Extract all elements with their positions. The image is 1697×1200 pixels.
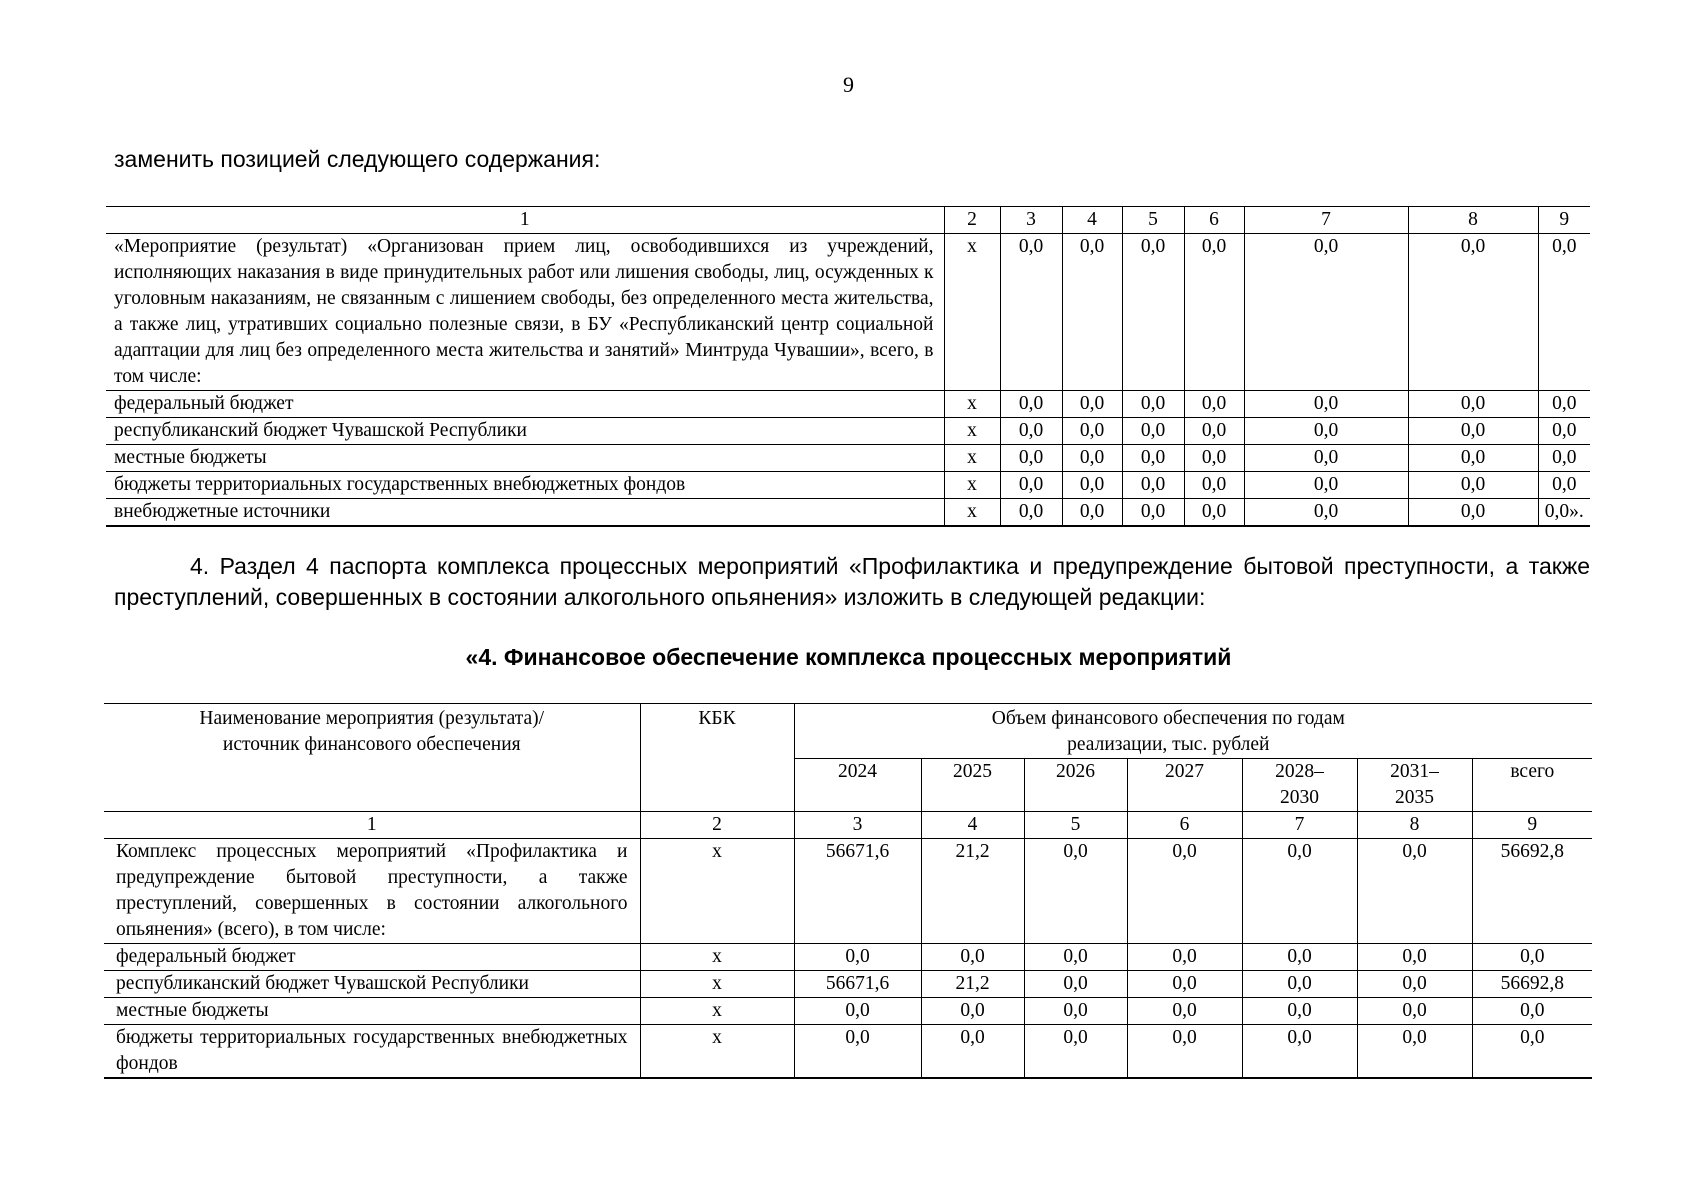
column-number: 6: [1127, 812, 1242, 839]
column-number: 3: [794, 812, 921, 839]
cell-value: 0,0: [1242, 998, 1357, 1025]
row-name: местные бюджеты: [104, 998, 640, 1025]
cell-value: 0,0: [1357, 998, 1472, 1025]
column-number: 4: [1062, 207, 1122, 234]
cell-value: 0,0: [1408, 391, 1538, 418]
table-row: [106, 445, 1590, 472]
table-row: [104, 944, 1592, 971]
cell-value: 0,0: [1184, 234, 1244, 391]
cell-value: х: [640, 1025, 794, 1079]
column-number: 5: [1024, 812, 1127, 839]
cell-value: 0,0: [1184, 391, 1244, 418]
table-row: [106, 472, 1590, 499]
cell-value: 0,0: [1127, 971, 1242, 998]
column-number: 6: [1184, 207, 1244, 234]
cell-value: 0,0: [1062, 499, 1122, 527]
cell-value: 0,0: [1538, 234, 1590, 391]
cell-value: 0,0: [1242, 944, 1357, 971]
cell-value: 0,0: [1242, 971, 1357, 998]
table-row: [106, 499, 1590, 527]
cell-value: 0,0: [921, 998, 1024, 1025]
column-number: 5: [1122, 207, 1184, 234]
cell-value: 0,0: [1357, 1025, 1472, 1079]
row-name: бюджеты территориальных государственных внебюджетных фондов: [106, 472, 944, 499]
column-number: 8: [1357, 812, 1472, 839]
cell-value: 0,0: [1024, 971, 1127, 998]
header-year: 2026: [1024, 759, 1127, 812]
cell-value: 0,0: [1472, 944, 1592, 971]
table-header-row: [104, 704, 1592, 759]
row-name: «Мероприятие (результат) «Организован прием лиц, освободившихся из учреждений, исполняющих наказания в виде принудительных работ или лишения свободы, лиц, осужденных к уголовным наказаниям, не связанным с лишением свободы, без определенного места жительства, а также лиц, утративших социально полезные связи, в БУ «Республиканский центр социальной адаптации для лиц без определенного места жительства и занятий» Минтруда Чувашии», всего, в том числе:: [106, 234, 944, 391]
table-number-row: [104, 812, 1592, 839]
table-row: [104, 998, 1592, 1025]
cell-value: 0,0: [1184, 499, 1244, 527]
cell-value: 0,0: [1024, 1025, 1127, 1079]
column-number: 1: [104, 812, 640, 839]
row-name: местные бюджеты: [106, 445, 944, 472]
cell-value: 0,0: [1538, 445, 1590, 472]
cell-value: 0,0: [1062, 445, 1122, 472]
cell-value: 0,0: [1024, 944, 1127, 971]
cell-value: 0,0: [1000, 499, 1062, 527]
cell-value: 0,0: [1408, 234, 1538, 391]
column-number: 7: [1244, 207, 1408, 234]
header-total: всего: [1472, 759, 1592, 812]
cell-value: 0,0: [1024, 839, 1127, 944]
table-row: [104, 1025, 1592, 1079]
cell-value: 0,0: [1000, 472, 1062, 499]
intro-text: заменить позицией следующего содержания:: [114, 146, 601, 172]
cell-value: 0,0: [1062, 418, 1122, 445]
cell-value: 0,0: [1122, 499, 1184, 527]
column-number: 4: [921, 812, 1024, 839]
cell-value: 0,0: [1062, 234, 1122, 391]
financing-table: [104, 703, 1592, 1079]
cell-value: 0,0: [1244, 499, 1408, 527]
header-kbk: КБК: [640, 704, 794, 812]
cell-value: х: [640, 944, 794, 971]
row-name: бюджеты территориальных государственных внебюджетных фондов: [104, 1025, 640, 1079]
header-year: 2028– 2030: [1242, 759, 1357, 812]
cell-value: х: [944, 472, 1000, 499]
header-year: 2024: [794, 759, 921, 812]
cell-value: 0,0: [1357, 839, 1472, 944]
cell-value: 0,0: [921, 1025, 1024, 1079]
cell-value: 0,0: [794, 944, 921, 971]
table-row: [106, 234, 1590, 391]
cell-value: 0,0: [1000, 234, 1062, 391]
cell-value: 0,0: [1062, 472, 1122, 499]
cell-value: х: [640, 839, 794, 944]
cell-value: 21,2: [921, 971, 1024, 998]
cell-value: 56671,6: [794, 839, 921, 944]
header-year: 2027: [1127, 759, 1242, 812]
cell-value: х: [640, 998, 794, 1025]
cell-value: 0,0: [921, 944, 1024, 971]
cell-value: 0,0: [1244, 391, 1408, 418]
cell-value: 0,0: [1127, 944, 1242, 971]
cell-value: 0,0: [794, 998, 921, 1025]
header-name: Наименование мероприятия (результата)/ источник финансового обеспечения: [104, 704, 640, 812]
cell-value: 0,0: [1357, 971, 1472, 998]
cell-value: 0,0: [1244, 472, 1408, 499]
header-volume: Объем финансового обеспечения по годам реализации, тыс. рублей: [794, 704, 1592, 759]
cell-value: 56692,8: [1472, 971, 1592, 998]
cell-value: 21,2: [921, 839, 1024, 944]
cell-value: 0,0: [1184, 445, 1244, 472]
table-row: [104, 839, 1592, 944]
cell-value: 0,0: [1357, 944, 1472, 971]
cell-value: 0,0: [1244, 418, 1408, 445]
cell-value: 0,0: [1000, 445, 1062, 472]
cell-value: 0,0: [1122, 418, 1184, 445]
cell-value: х: [944, 445, 1000, 472]
row-name: федеральный бюджет: [106, 391, 944, 418]
header-year: 2031– 2035: [1357, 759, 1472, 812]
cell-value: 0,0: [1122, 234, 1184, 391]
column-number: 3: [1000, 207, 1062, 234]
cell-value: 0,0: [1127, 1025, 1242, 1079]
cell-value: 0,0: [1538, 418, 1590, 445]
row-name: внебюджетные источники: [106, 499, 944, 527]
row-name: республиканский бюджет Чувашской Республики: [104, 971, 640, 998]
column-number: 9: [1472, 812, 1592, 839]
row-name: федеральный бюджет: [104, 944, 640, 971]
section-paragraph: 4. Раздел 4 паспорта комплекса процессных мероприятий «Профилактика и предупреждение бытовой преступности, а также преступлений, совершенных в состоянии алкогольного опьянения» изложить в следующей редакции:: [114, 553, 1590, 610]
cell-value: 0,0: [1184, 472, 1244, 499]
cell-value: 0,0: [1408, 418, 1538, 445]
row-name: республиканский бюджет Чувашской Республики: [106, 418, 944, 445]
table-header-row: [106, 207, 1590, 234]
cell-value: х: [944, 234, 1000, 391]
column-number: 7: [1242, 812, 1357, 839]
cell-value: 0,0».: [1538, 499, 1590, 527]
cell-value: 0,0: [1244, 445, 1408, 472]
cell-value: 0,0: [1538, 391, 1590, 418]
cell-value: 0,0: [1472, 1025, 1592, 1079]
cell-value: 0,0: [1242, 839, 1357, 944]
cell-value: 0,0: [1127, 998, 1242, 1025]
cell-value: х: [944, 499, 1000, 527]
table-row: [106, 391, 1590, 418]
row-name: Комплекс процессных мероприятий «Профилактика и предупреждение бытовой преступности, а также преступлений, совершенных в состоянии алкогольного опьянения» (всего), в том числе:: [104, 839, 640, 944]
cell-value: 0,0: [1538, 472, 1590, 499]
cell-value: 0,0: [794, 1025, 921, 1079]
replacement-table: [106, 206, 1590, 527]
cell-value: 0,0: [1122, 472, 1184, 499]
cell-value: 0,0: [1408, 499, 1538, 527]
cell-value: 0,0: [1000, 391, 1062, 418]
column-number: 2: [640, 812, 794, 839]
cell-value: 0,0: [1127, 839, 1242, 944]
cell-value: 0,0: [1024, 998, 1127, 1025]
cell-value: 0,0: [1184, 418, 1244, 445]
page-number: 9: [843, 72, 854, 97]
cell-value: 0,0: [1122, 391, 1184, 418]
cell-value: 0,0: [1122, 445, 1184, 472]
cell-value: 0,0: [1242, 1025, 1357, 1079]
cell-value: х: [944, 418, 1000, 445]
cell-value: 0,0: [1408, 472, 1538, 499]
cell-value: 56692,8: [1472, 839, 1592, 944]
cell-value: 0,0: [1062, 391, 1122, 418]
cell-value: х: [944, 391, 1000, 418]
cell-value: 0,0: [1408, 445, 1538, 472]
cell-value: 0,0: [1472, 998, 1592, 1025]
table-row: [106, 418, 1590, 445]
column-number: 9: [1538, 207, 1590, 234]
column-number: 2: [944, 207, 1000, 234]
cell-value: 0,0: [1000, 418, 1062, 445]
column-number: 8: [1408, 207, 1538, 234]
cell-value: х: [640, 971, 794, 998]
column-number: 1: [106, 207, 944, 234]
cell-value: 56671,6: [794, 971, 921, 998]
header-year: 2025: [921, 759, 1024, 812]
cell-value: 0,0: [1244, 234, 1408, 391]
section-title: «4. Финансовое обеспечение комплекса процессных мероприятий: [465, 644, 1232, 670]
table-row: [104, 971, 1592, 998]
